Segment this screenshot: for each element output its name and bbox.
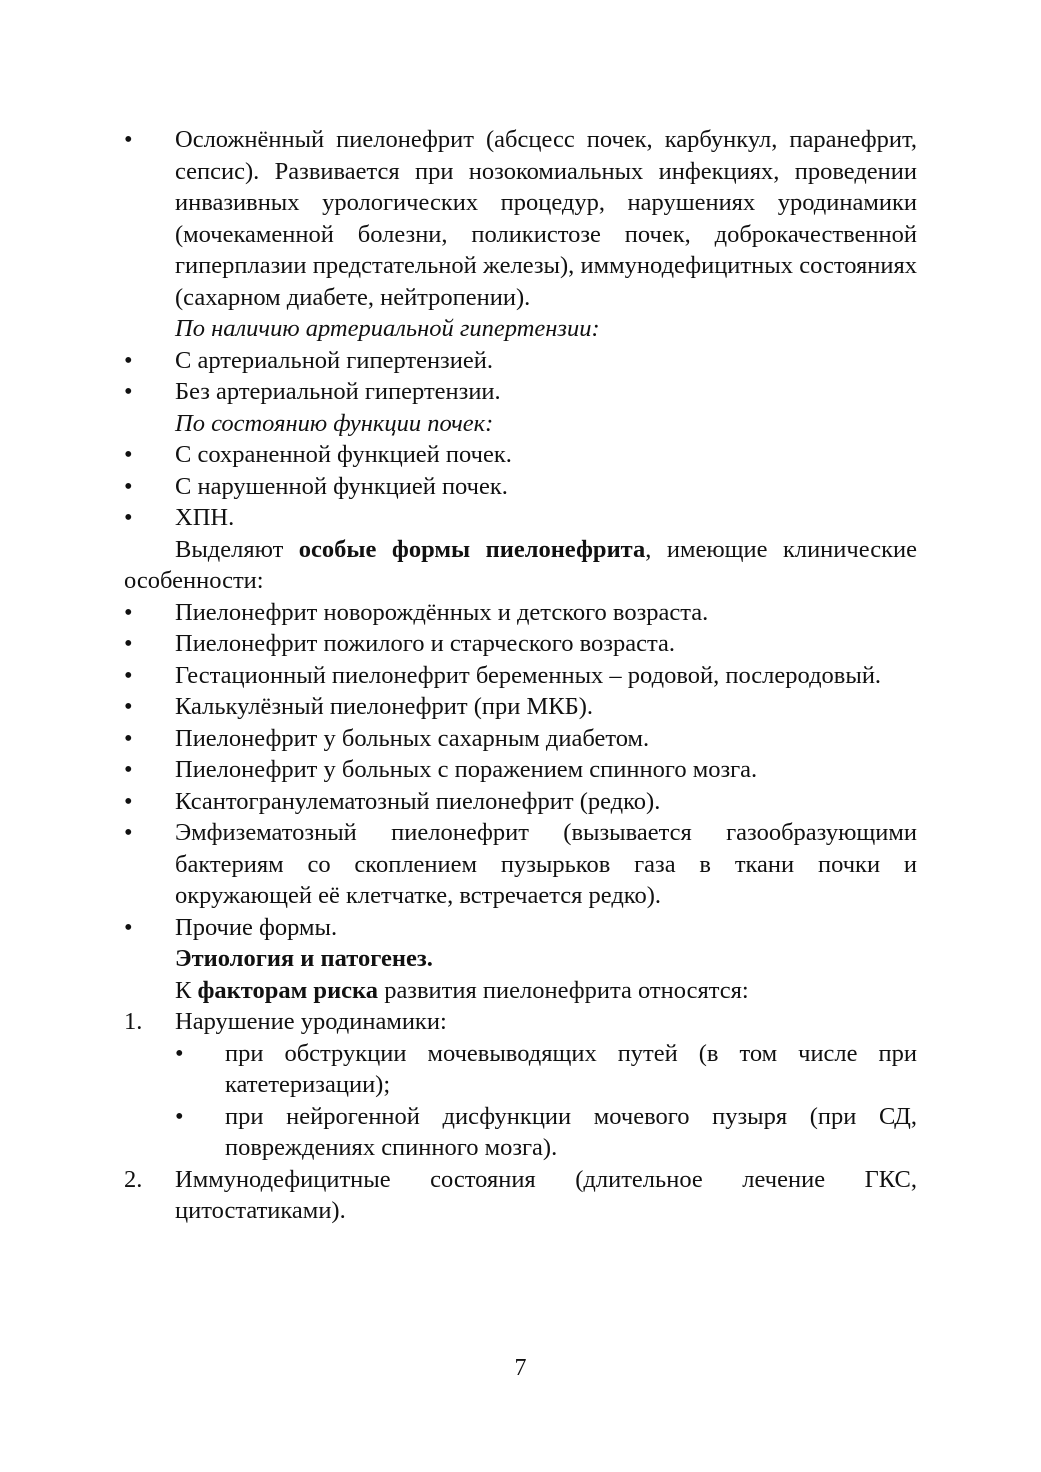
bullet: • [124,126,133,153]
intro-bold-text: особые формы пиелонефрита [298,535,646,563]
intro-bold-text: факторам риска [197,976,379,1004]
list-item-text: Без артериальной гипертензии. [175,378,501,405]
list-item [124,723,917,755]
list-item-text: Пиелонефрит у больных сахарным диабетом. [175,724,650,752]
list-item-text: Прочие формы. [175,913,338,941]
list-item-text: Ксантогранулематозный пиелонефрит (редко). [175,787,661,815]
list-item [124,376,917,408]
list-item-text: Пиелонефрит у больных с поражением спинного мозга. [175,756,758,783]
list-item-text: при нейрогенной дисфункции мочевого пузыря (при СД, повреждениях спинного мозга). [225,1102,917,1161]
list-item-text: Осложнённый пиелонефрит (абсцесс почек, карбункул, паранефрит, сепсис). Развивается при нозокомиальных инфекциях, проведении инвазивных урологических процедур, нарушениях уродинамики (мочекаменной болезни, поликистозе почек, доброкачественной гиперплазии предстательной железы), иммунодефицитных состояниях (сахарном диабете, нейтропении). [175,126,917,311]
bullet: • [124,724,133,752]
list-item-text: при обструкции мочевыводящих путей (в том числе при катетеризации); [225,1039,917,1098]
list-item [124,754,917,786]
list-item-text: Калькулёзный пиелонефрит (при МКБ). [175,693,593,720]
item-number: 1. [124,1008,143,1035]
list-item-text: Пиелонефрит новорождённых и детского возраста. [175,598,709,626]
list-item-text: С артериальной гипертензией. [175,346,493,374]
bullet: • [124,441,133,468]
list-item [124,502,917,534]
subheading-kidney-function: По состоянию функции почек: [175,409,494,437]
list-item-text: ХПН. [175,504,235,531]
bullet: • [124,504,133,531]
list-item [124,345,917,377]
nested-list-item [175,1101,917,1164]
document-page [124,124,917,1227]
list-item [124,912,917,944]
bullet: • [124,819,133,846]
list-item-text: Гестационный пиелонефрит беременных – родовой, послеродовый. [175,661,882,689]
item-number: 2. [124,1165,143,1193]
list-item [124,786,917,818]
page-number: 7 [514,1355,527,1381]
bullet: • [124,756,133,783]
intro-text: , имеющие клинические особенности: [124,535,917,594]
list-item-text: С нарушенной функцией почек. [175,472,508,500]
list-item-text: С сохраненной функцией почек. [175,441,512,468]
numbered-item-2 [124,1164,917,1227]
list-item-text: Пиелонефрит пожилого и старческого возраста. [175,630,675,657]
bullet: • [124,598,133,626]
bullet: • [124,378,133,405]
list-item [124,691,917,723]
bullet: • [124,913,133,941]
subheading-hypertension: По наличию артериальной гипертензии: [175,315,600,342]
list-item-text: Эмфизематозный пиелонефрит (вызывается газообразующими бактериям со скоплением пузырьков газа в ткани почки и окружающей её клетчатке, встречается редко). [175,819,917,909]
numbered-item-text: Иммунодефицитные состояния (длительное лечение ГКС, цитостатиками). [175,1165,917,1224]
bullet: • [124,346,133,374]
list-item [124,817,917,912]
special-forms-intro [124,534,917,597]
numbered-item-1 [124,1006,917,1038]
bullet: • [124,472,133,500]
risk-factors-intro [124,975,917,1007]
list-item [124,471,917,503]
bullet: • [175,1039,184,1067]
bullet: • [124,787,133,815]
numbered-item-text: Нарушение уродинамики: [175,1008,447,1035]
bullet: • [124,630,133,657]
list-item [124,597,917,629]
intro-text: К [175,976,198,1004]
list-item [124,628,917,660]
bullet: • [175,1102,184,1130]
bullet: • [124,693,133,720]
nested-list-item [175,1038,917,1101]
list-item-complicated [124,124,917,313]
list-item [124,439,917,471]
section-heading-etiology: Этиология и патогенез. [175,945,433,972]
intro-text: Выделяют [175,535,299,563]
intro-text: развития пиелонефрита относятся: [378,976,749,1004]
bullet: • [124,661,133,689]
list-item [124,660,917,692]
